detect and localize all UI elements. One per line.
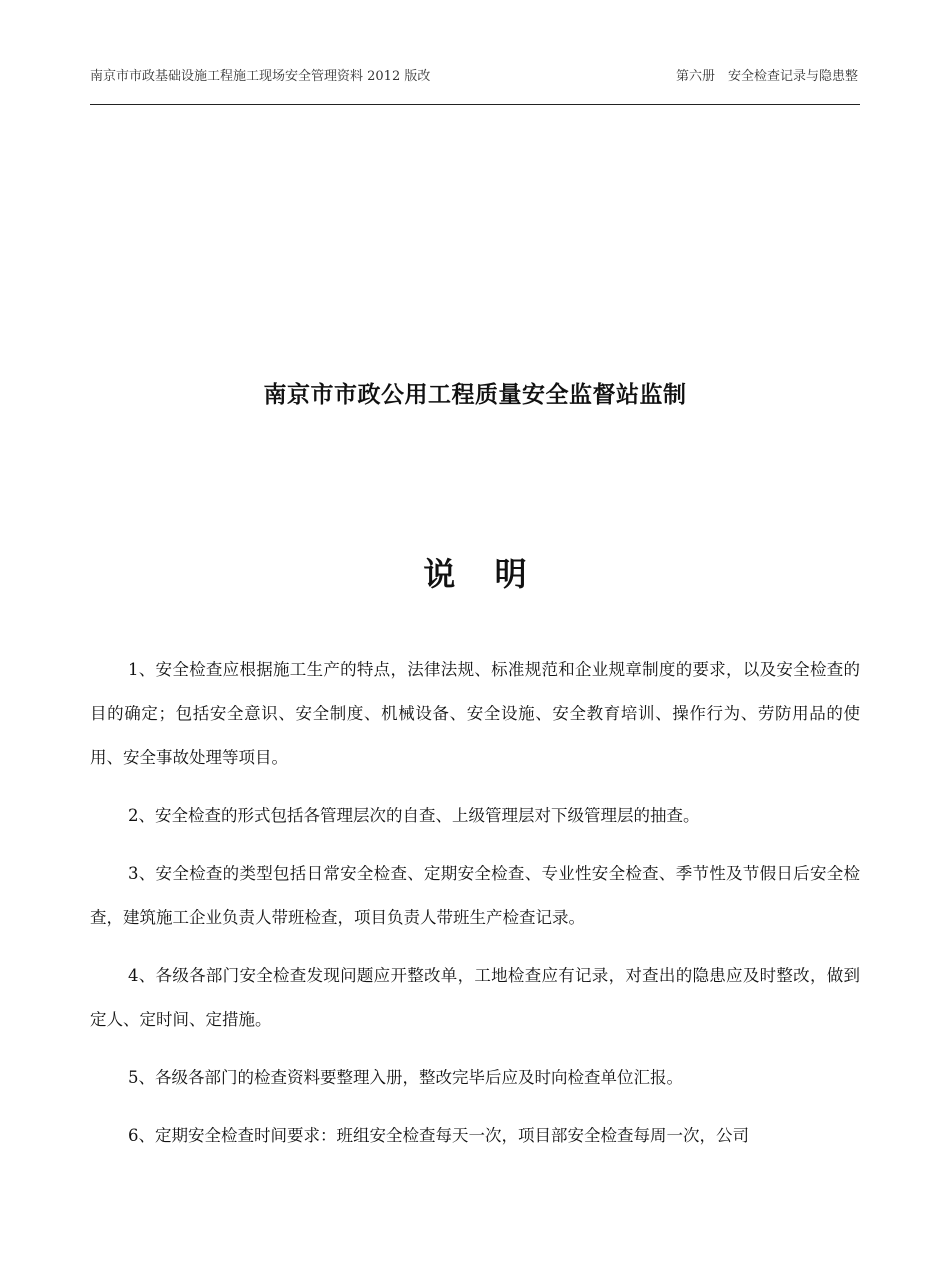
header-left-text: 南京市市政基础设施工程施工现场安全管理资料 2012 版改 <box>90 69 431 84</box>
header-right-text: 第六册 安全检查记录与隐患整 <box>675 69 858 84</box>
paragraph-5: 5、各级各部门的检查资料要整理入册，整改完毕后应及时向检查单位汇报。 <box>128 1068 683 1087</box>
body-text <box>90 648 860 1172</box>
page-header <box>90 66 860 105</box>
paragraph-6: 6、定期安全检查时间要求：班组安全检查每天一次，项目部安全检查每周一次，公司 <box>128 1126 749 1145</box>
paragraph-2: 2、安全检查的形式包括各管理层次的自查、上级管理层对下级管理层的抽查。 <box>128 806 700 825</box>
section-title: 说 明 <box>423 555 541 593</box>
paragraph-4: 4、各级各部门安全检查发现问题应开整改单，工地检查应有记录，对查出的隐患应及时整改，做到定人、定时间、定措施。 <box>90 966 860 1029</box>
issuer-line: 南京市市政公用工程质量安全监督站监制 <box>263 381 687 408</box>
paragraph-1: 1、安全检查应根据施工生产的特点，法律法规、标准规范和企业规章制度的要求，以及安全检查的目的确定；包括安全意识、安全制度、机械设备、安全设施、安全教育培训、操作行为、劳防用品的使用、安全事故处理等项目。 <box>90 660 860 767</box>
paragraph-3: 3、安全检查的类型包括日常安全检查、定期安全检查、专业性安全检查、季节性及节假日后安全检查，建筑施工企业负责人带班检查，项目负责人带班生产检查记录。 <box>90 864 860 927</box>
